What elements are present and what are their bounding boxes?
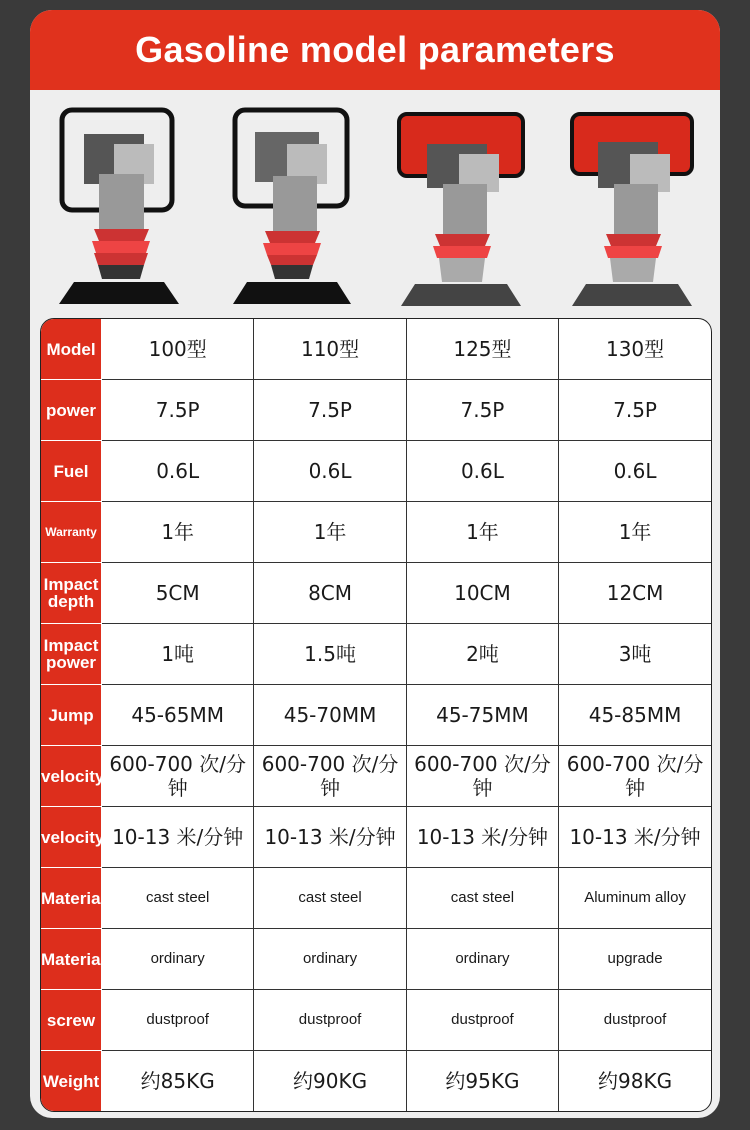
row-label-weight: Weight bbox=[41, 1051, 102, 1112]
rammer-image-3 bbox=[385, 104, 535, 318]
table-cell: 7.5P bbox=[102, 380, 254, 441]
table-cell: 125型 bbox=[406, 319, 558, 380]
table-cell: 1.5吨 bbox=[254, 624, 406, 685]
table-row bbox=[41, 990, 711, 1051]
table-cell: upgrade bbox=[559, 929, 711, 990]
table-cell: 600-700 次/分钟 bbox=[406, 746, 558, 807]
parameter-table bbox=[40, 318, 712, 1112]
row-label-velocity-speed: velocity bbox=[41, 807, 102, 868]
table-cell: ordinary bbox=[254, 929, 406, 990]
table-cell: 0.6L bbox=[102, 441, 254, 502]
table-cell: 约85KG bbox=[102, 1051, 254, 1112]
table-cell: 0.6L bbox=[406, 441, 558, 502]
table-cell: 600-700 次/分钟 bbox=[254, 746, 406, 807]
row-label-power: power bbox=[41, 380, 102, 441]
table-row bbox=[41, 685, 711, 746]
table-row bbox=[41, 929, 711, 990]
table-cell: Aluminum alloy bbox=[559, 868, 711, 929]
table-cell: 10-13 米/分钟 bbox=[559, 807, 711, 868]
table-cell: 1年 bbox=[102, 502, 254, 563]
row-label-screw: screw bbox=[41, 990, 102, 1051]
table-cell: 1年 bbox=[559, 502, 711, 563]
row-label-velocity-frequency: velocity bbox=[41, 746, 102, 807]
table-row bbox=[41, 380, 711, 441]
table-cell: 45-85MM bbox=[559, 685, 711, 746]
table-cell: 10-13 米/分钟 bbox=[406, 807, 558, 868]
table-cell: 3吨 bbox=[559, 624, 711, 685]
row-label-material: Material bbox=[41, 868, 102, 929]
table-cell: cast steel bbox=[102, 868, 254, 929]
table-cell: 10-13 米/分钟 bbox=[254, 807, 406, 868]
title-banner bbox=[30, 10, 720, 90]
rammer-image-2 bbox=[215, 104, 365, 318]
table-cell: 7.5P bbox=[406, 380, 558, 441]
table-row bbox=[41, 807, 711, 868]
row-label-model: Model bbox=[41, 319, 102, 380]
table-cell: 600-700 次/分钟 bbox=[559, 746, 711, 807]
row-label-warranty: Warranty bbox=[41, 502, 102, 563]
table-cell: 45-75MM bbox=[406, 685, 558, 746]
page-title: Gasoline model parameters bbox=[135, 29, 615, 70]
table-cell: 0.6L bbox=[254, 441, 406, 502]
table-row bbox=[41, 868, 711, 929]
table-cell: 600-700 次/分钟 bbox=[102, 746, 254, 807]
table-cell: 1吨 bbox=[102, 624, 254, 685]
table-cell: dustproof bbox=[254, 990, 406, 1051]
table-cell: dustproof bbox=[559, 990, 711, 1051]
table-row bbox=[41, 746, 711, 807]
table-cell: 10CM bbox=[406, 563, 558, 624]
table-cell: 0.6L bbox=[559, 441, 711, 502]
table-cell: 约95KG bbox=[406, 1051, 558, 1112]
table-cell: 10-13 米/分钟 bbox=[102, 807, 254, 868]
table-cell: cast steel bbox=[254, 868, 406, 929]
table-cell: 45-65MM bbox=[102, 685, 254, 746]
table-cell: 约90KG bbox=[254, 1051, 406, 1112]
rammer-image-1 bbox=[44, 104, 194, 318]
row-label-fuel: Fuel bbox=[41, 441, 102, 502]
table-cell: 100型 bbox=[102, 319, 254, 380]
table-cell: 5CM bbox=[102, 563, 254, 624]
table-row bbox=[41, 624, 711, 685]
table-cell: 12CM bbox=[559, 563, 711, 624]
table-row bbox=[41, 319, 711, 380]
table-row bbox=[41, 502, 711, 563]
row-label-impact-depth: Impact depth bbox=[41, 563, 102, 624]
table-cell: 1年 bbox=[406, 502, 558, 563]
table-cell: 7.5P bbox=[254, 380, 406, 441]
rammer-image-4 bbox=[556, 104, 706, 318]
table-cell: cast steel bbox=[406, 868, 558, 929]
table-cell: 约98KG bbox=[559, 1051, 711, 1112]
table-row bbox=[41, 441, 711, 502]
table-cell: 7.5P bbox=[559, 380, 711, 441]
table-cell: ordinary bbox=[406, 929, 558, 990]
machine-images bbox=[30, 90, 720, 318]
table-cell: 130型 bbox=[559, 319, 711, 380]
row-label-impact-power: Impact power bbox=[41, 624, 102, 685]
table-cell: 8CM bbox=[254, 563, 406, 624]
table-cell: 45-70MM bbox=[254, 685, 406, 746]
table-row bbox=[41, 563, 711, 624]
table-cell: dustproof bbox=[102, 990, 254, 1051]
table-cell: ordinary bbox=[102, 929, 254, 990]
table-cell: 110型 bbox=[254, 319, 406, 380]
table-cell: dustproof bbox=[406, 990, 558, 1051]
parameter-card bbox=[30, 10, 720, 1118]
table-cell: 1年 bbox=[254, 502, 406, 563]
row-label-material-grade: Material bbox=[41, 929, 102, 990]
table-row bbox=[41, 1051, 711, 1112]
row-label-jump: Jump bbox=[41, 685, 102, 746]
table-cell: 2吨 bbox=[406, 624, 558, 685]
